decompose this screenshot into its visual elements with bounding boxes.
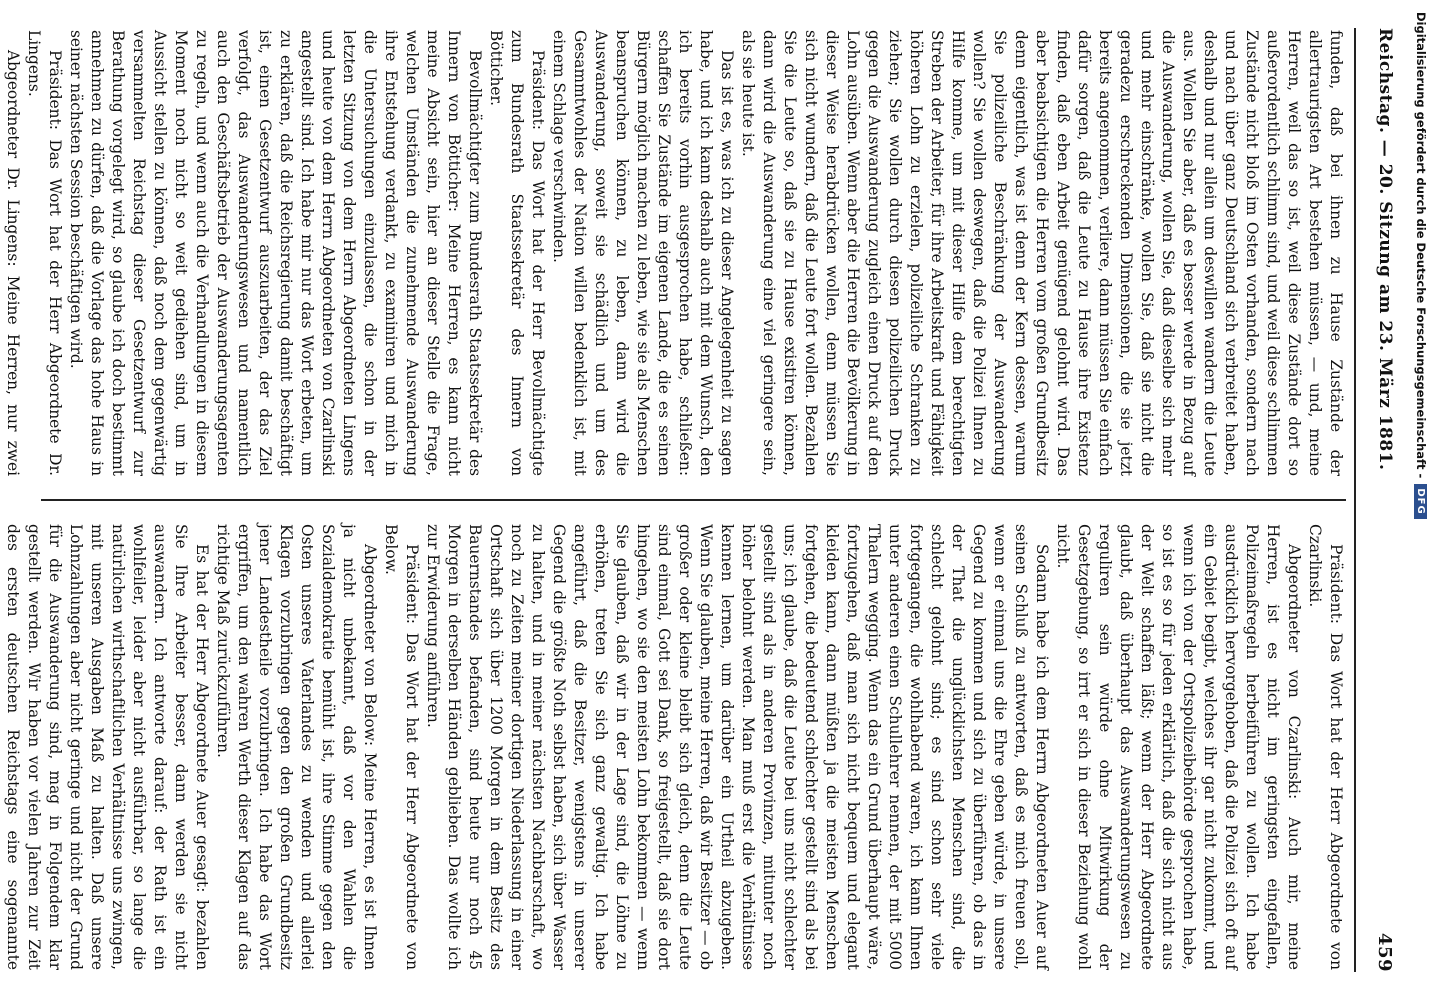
page-header bbox=[1360, 28, 1410, 972]
running-title: Reichstag. — 20. Sitzung am 23. März 1881. bbox=[1375, 28, 1395, 471]
right-column bbox=[4, 524, 1346, 970]
left-column bbox=[4, 30, 1346, 476]
paragraph: Abgeordneter von Czarlinski: Auch mir, meine Herren, ist es nicht im geringsten eingefallen, Polizeimaßregeln herbeiführen zu wollen. Ich habe ausdrücklich hervorgehoben, daß die Polizei sich oft auf ein Gebiet begibt, welches ihr gar nicht zukommt, und wenn ich von der Ortspolizeibehörde gesprochen habe, so ist es so für jeden erklärlich, daß die sich nicht aus der Welt schaffen läßt; wenn der Herr Abgeordnete glaubt, daß überhaupt das Auswanderungswesen zu reguliren sein würde ohne Mitwirkung der Gesetzgebung, so irrt er sich in dieser Beziehung wohl nicht. bbox=[1054, 524, 1303, 970]
paragraph: Präsident: Das Wort hat der Herr Bevollmächtigte zum Bundesrath Staatssekretär des Innern von Bötticher. bbox=[487, 30, 547, 476]
digitization-credit bbox=[1412, 12, 1430, 988]
paragraph: Präsident: Das Wort hat der Herr Abgeordnete von Below. bbox=[382, 524, 421, 970]
credit-text: Digitalisierung gefördert durch die Deutsche Forschungsgemeinschaft - bbox=[1414, 12, 1428, 479]
paragraph: Präsident: Das Wort hat der Herr Abgeordnete Dr. Lingens. bbox=[25, 30, 64, 476]
paragraph: Abgeordneter Dr. Lingens: Meine Herren, nur zwei bbox=[4, 50, 22, 476]
page-number: 459 bbox=[1374, 932, 1396, 972]
paragraph: Präsident: Das Wort hat der Herr Abgeordnete von Czarlinski. bbox=[1306, 524, 1345, 970]
paragraph: Das ist es, was ich zu dieser Angelegenheit zu sagen habe, und ich kann deshalb auch mit dem Wunsch, den ich bereits vorhin ausgesprochen habe, schließen: schaffen Sie Zustände im eigenen Lande, die es seinen Bürgern möglich machen zu leben, wie sie als Menschen beanspruchen können, zu leben, dann wird die Auswanderung, soweit sie schädlich und um des Gesammtwohles der Nation willen bedenklich ist, mit einem Schlage verschwinden. bbox=[550, 30, 736, 476]
column-divider bbox=[41, 499, 1346, 501]
paragraph: Sodann habe ich dem Herrn Abgeordneten Auer auf seinen Schluß zu antworten, daß es mich freuen soll, wenn er einmal uns die Ehre geben würde, in unsere Gegend zu kommen und sich zu überführen, ob das in der That die unglücklichsten Menschen sind, die schlecht gelohnt sind; es sind schon sehr viele fortgegangen, die wohlhabend waren, ich kann Ihnen unter anderen einen Schullehrer nennen, der mit 5000 Thalern wegging. Wenn das ein Grund überhaupt wäre, fortzugehen, daß man sich nicht bequem und elegant kleiden kann, dann müßten ja die meisten Menschen fortgehen, die bedeutend schlechter gestellt sind als bei uns; ich glaube, daß die Leute bei uns nicht schlechter gestellt sind als in anderen Provinzen, mitunter noch höher belohnt werden. Man muß erst die Verhältnisse kennen lernen, um darüber ein Urtheil abzugeben. Wenn Sie glauben, meine Herren, daß wir Besitzer — ob großer oder kleine bleibt sich gleich, denn die Leute sind einmal, Gott sei Dank, so freigestellt, daß sie dort hingehen, wo sie den meisten Lohn bekommen — wenn Sie glauben, daß wir in der Lage sind, die Löhne zu erhöhen, treten Sie sich ganz gewaltig. Ich habe angeführt, daß die Besitzer, wenigstens in unserer Gegend die größte Noth selbst haben, sich über Wasser zu halten, und in meiner nächsten Nachbarschaft, wo noch zu Zeiten meiner dortigen Niederlassung in einer Ortschaft sich über 1200 Morgen in dem Besitz des Bauernstandes befanden, sind heute nur noch 45 Morgen in derselben Händen geblieben. Das wollte ich zur Erwiderung anführen. bbox=[424, 524, 1051, 970]
paragraph: funden, daß bei ihnen zu Hause Zustände der allertraurigsten Art bestehen müssen, — und, meine Herren, weil das so ist, weil diese Zustände dort so außerordentlich schlimm sind, und weil diese schlimmen Zustände nicht bloß im Osten vorhanden, sondern nach und nach über ganz Deutschland sich verbreitet haben, deshalb und nur allein um deswillen wandern die Leute aus. Wollen Sie aber, daß es besser werde in Bezug auf die Auswanderung, wollen Sie, daß dieselbe sich mehr und mehr einschränke, wollen Sie, daß sie nicht die geradezu erschreckenden Dimensionen, die sie jetzt bereits angenommen, verliere, dann müssen Sie einfach dafür sorgen, daß die Leute zu Hause ihre Existenz finden, daß eben Arbeit genügend gelohnt wird. Das aber beabsichtigen die Herren vom großen Grundbesitz denn eigentlich, was ist denn der Kern dessen, warum Sie polizeiliche Beschränkung der Auswanderung wollen? Sie wollen deswegen, daß die Polizei Ihnen zu Hilfe komme, um mit dieser Hilfe dem berechtigten Streben der Arbeiter, für ihre Arbeitskraft und Fähigkeit höheren Lohn zu erzielen, polizeiliche Schranken zu ziehen; Sie wollen durch diesen polizeilichen Druck gegen die Auswanderung zugleich einen Druck auf den Lohn ausüben. Wenn aber die Herren die Bevölkerung in dieser Weise herabdrücken wollen, denn müssen Sie sich nicht wundern, daß die Leute fort wollen. Bezahlen Sie die Leute so, daß sie zu Hause existiren können, dann wird die Auswanderung eine viel geringere sein, als sie heute ist. bbox=[739, 30, 1345, 476]
paragraph: Abgeordneter von Below: Meine Herren, es ist Ihnen ja nicht unbekannt, daß vor den Wahlen die Sozialdemokratie bemüht ist, ihre Stimme gegen den Osten unseres Vaterlandes zu wenden und allerlei Klagen vorzubringen gegen den großen Grundbesitz jener Landestheile vorzubringen. Ich habe das Wort ergriffen, um den wahren Werth dieser Klagen auf das richtige Maß zurückzuführen. bbox=[214, 524, 379, 970]
dfg-logo: DFG bbox=[1415, 484, 1428, 518]
paragraph: Bevollmächtigter zum Bundesrath Staatssekretär des Innern von Bötticher: Meine Herren, es kann nicht meine Absicht sein, hier an dieser Stelle die Frage, welchen Umständen die zunehmende Auswanderung ihre Entstehung verdankt, zu examiniren und mich in die Untersuchungen einzulassen, die schon in der letzten Sitzung von dem Herrn Abgeordneten Lingens und heute von dem Herrn Abgeordneten von Czarlinski angestellt sind. Ich habe mir nur das Wort erbeten, um zu erklären, daß die Reichsregierung damit beschäftigt ist, einen Gesetzentwurf auszuarbeiten, der das Ziel verfolgt, das Auswanderungswesen und namentlich auch den Geschäftsbetrieb der Auswanderungsagenten zu regeln, und wenn auch die Verhandlungen in diesem Moment noch nicht so weit gediehen sind, um in Aussicht stellen zu können, daß noch dem gegenwärtig versammelten Reichstag dieser Gesetzentwurf zur Berathung vorgelegt wird, so glaube ich doch bestimmt annehmen zu dürfen, daß die Vorlage das hohe Haus in seiner nächsten Session beschäftigen wird. bbox=[67, 30, 484, 476]
header-rule bbox=[1354, 28, 1356, 972]
paragraph: Es hat der Herr Abgeordnete Auer gesagt: bezahlen Sie Ihre Arbeiter besser, dann werden sie nicht auswandern. Ich antworte darauf: der Rath ist ein wohlfeiler, leider aber nicht ausführbar, so lange die natürlichen wirthschaftlichen Verhältnisse uns zwingen, mit unseren Ausgaben Maß zu halten. Daß unsere Lohnzahlungen aber nicht geringe und nicht der Grund für die Auswanderung sind, mag in Folgendem klar gestellt werden. Wir haben vor vielen Jahren zur Zeit des ersten deutschen Reichstags eine sogenannte bbox=[4, 524, 211, 970]
